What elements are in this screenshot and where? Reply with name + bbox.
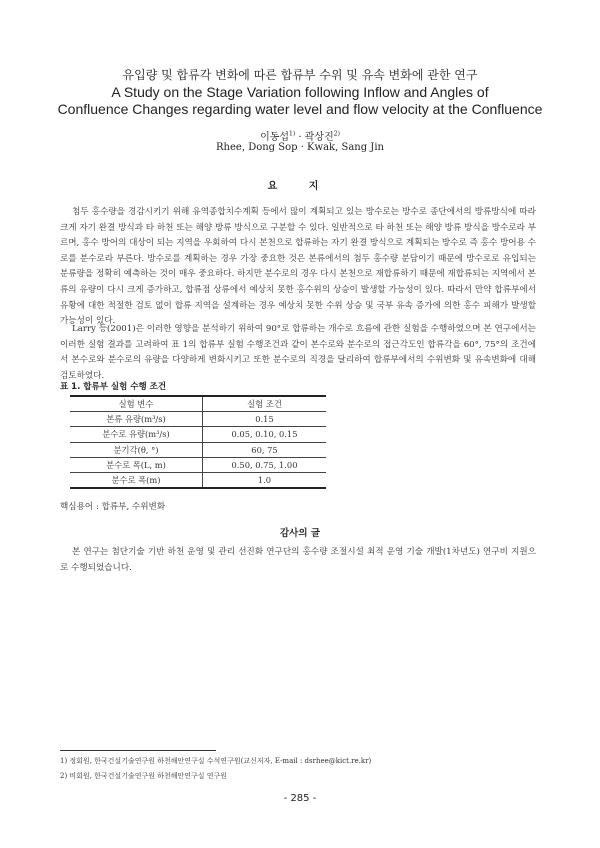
title-english-line1: A Study on the Stage Variation following Inflow and Angles of [111,84,489,100]
table-cell-variable: 분기각(θ, °) [70,442,203,457]
author1-name: 이동섭 [260,132,290,143]
table-header-condition: 실험 조건 [203,396,327,412]
table-cell-condition: 0.15 [203,412,327,427]
experiment-conditions-table [70,395,326,489]
table-row [70,427,326,442]
title-korean: 유입량 및 합류각 변화에 따른 합류부 수위 및 유속 변화에 관한 연구 [122,68,478,82]
author1-footnote-mark: 1) [289,130,296,138]
abstract-paragraph-2: Larry 등(2001)은 이러한 영향을 분석하기 위하여 90°로 합류하는 개수로 흐름에 관한 실험을 수행하였으며 본 연구에서는 이러한 실험 결과를 고려하여 표 1의 합류부 실험 수행조건과 같이 본수로와 분수로의 접근각도인 합류각을 60°, 75°의 조건에서 본수로와 분수로의 유량을 다양하게 변화시키고 또한 분수로의 직경을 달리하여 합류부에서의 수위변화 및 유속변화에 대해 검토하였다. [60,324,536,381]
authors-korean [0,128,600,143]
title-english [0,84,600,118]
table-header-row [70,396,326,412]
footnote-2: 2) 비회원, 한국건설기술연구원 하천해안연구실 연구원 [60,772,228,780]
authors-english: Rhee, Dong Sop · Kwak, Sang Jin [216,142,384,153]
page-number: - 285 - [283,793,317,804]
title-english-line2: Confluence Changes regarding water level and flow velocity at the Confluence [57,101,543,117]
table-cell-variable: 분수로 폭(m) [70,472,203,488]
table-row [70,412,326,427]
footnote-1: 1) 정회원, 한국건설기술연구원 하천해안연구실 수석연구원(교신저자, E-mail : dsrhee@kict.re.kr) [60,757,372,765]
abstract-heading: 요 지 [267,181,333,192]
footnote-divider [60,750,216,751]
abstract-paragraph-1: 첨두 홍수량을 경감시키기 위해 유역종합치수계획 등에서 많이 계획되고 있는 방수로는 방수로 종단에서의 방류방식에 따라 크게 자기 완결 방식과 타 하천 또는 해양 방류 방식으로 구분할 수 있다. 일반적으로 타 하천 또는 해양 방류 방식을 방수로라 부르며, 홍수 방어의 대상이 되는 지역을 우회하여 다시 본천으로 합류하는 자기 완결 방식으로 계획되는 방수로 즉 홍수 방어용 수로를 분수로라 부른다. 방수로를 계획하는 경우 가장 중요한 것은 본류에서의 첨두 홍수량 분담이기 때문에 방수로로 유입되는 분류량을 정확히 예측하는 것이 매우 중요하다. 하지만 분수로의 경우 다시 본천으로 재합류하기 때문에 재합류되는 지역에서 본류의 유량이 다시 크게 증가하고, 합류점 상류에서 예상치 못한 홍수위의 상승이 발생할 가능성이 있다. 따라서 만약 합류부에서 유황에 대한 적절한 검토 없이 합류 지역을 설계하는 경우 예상치 못한 수위 상승 및 국부 유속 증가에 의한 홍수 피해가 발생할 가능성이 있다. [60,207,536,327]
author-separator: · [295,132,305,143]
table-row [70,457,326,472]
table-cell-variable: 분수로 유량(m³/s) [70,427,203,442]
table-cell-condition: 60, 75 [203,442,327,457]
table-cell-condition: 0.05, 0.10, 0.15 [203,427,327,442]
table-cell-variable: 본류 유량(m³/s) [70,412,203,427]
author2-name: 곽상진 [304,132,334,143]
acknowledgement-text: 본 연구는 첨단기술 기반 하천 운영 및 관리 선진화 연구단의 홍수량 조절시설 최적 운영 기술 개발(1차년도) 연구비 지원으로 수행되었습니다. [60,547,536,573]
table-cell-condition: 1.0 [203,472,327,488]
table-cell-variable: 분수로 폭(L, m) [70,457,203,472]
table-row [70,442,326,457]
acknowledgement-heading: 감사의 글 [279,528,320,539]
table-row [70,472,326,488]
keywords: 핵심용어 : 합류부, 수위변화 [60,502,166,512]
table-header-variable: 실험 변수 [70,396,203,412]
table-cell-condition: 0.50, 0.75, 1.00 [203,457,327,472]
author2-footnote-mark: 2) [333,130,340,138]
table-caption: 표 1. 합류부 실험 수행 조건 [60,382,167,392]
